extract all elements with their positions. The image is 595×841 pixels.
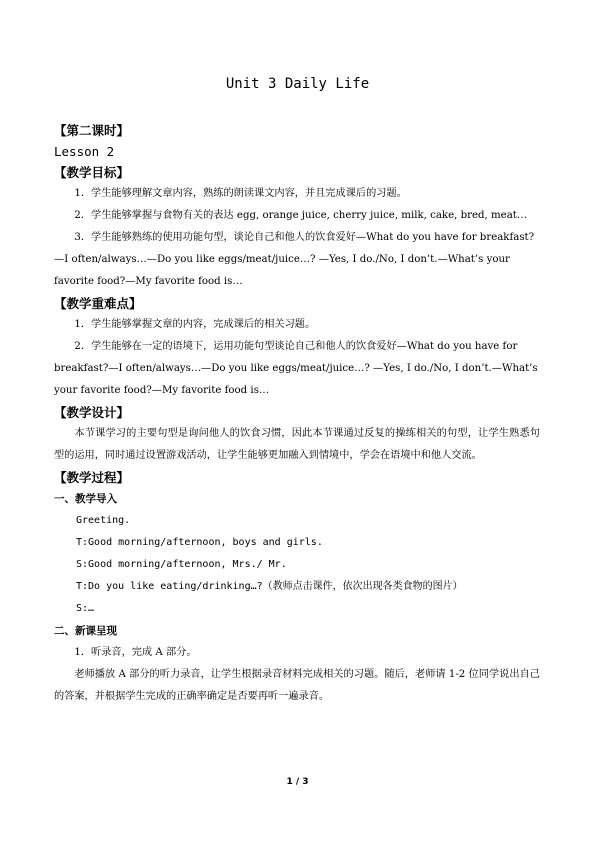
- process-heading: 【教学过程】: [54, 470, 130, 485]
- objective-item: 1．学生能够理解文章内容，熟练的朗读课文内容，并且完成课后的习题。: [74, 188, 407, 199]
- design-heading: 【教学设计】: [54, 405, 130, 420]
- objective-item: 2．学生能够掌握与食物有关的表达 egg, orange juice, cherry juice, milk, cake, bred, meat…: [74, 210, 528, 221]
- process-part1-heading: 一、教学导入: [54, 493, 117, 505]
- lesson-name: Lesson 2: [54, 144, 115, 159]
- objective-item: 3．学生能够熟练的使用功能句型，谈论自己和他人的饮食爱好—What do you have for breakfast?—I often/always…—Do you like eggs/meat/juice…? —Yes, I do./No, I don’t.—What’s your favorite food?—My favorite food is…: [54, 232, 535, 287]
- document-title: Unit 3 Daily Life: [225, 76, 370, 92]
- objectives-heading: 【教学目标】: [54, 165, 130, 180]
- lesson-section-heading: 【第二课时】: [54, 123, 130, 138]
- dialogue-line: T:Do you like eating/drinking…?（教师点击课件，依次出现各类食物的图片）: [76, 581, 463, 592]
- key-points-heading: 【教学重难点】: [54, 296, 142, 311]
- dialogue-line: T:Good morning/afternoon, boys and girls.: [76, 537, 323, 548]
- design-text: 本节课学习的主要句型是询问他人的饮食习惯，因此本节课通过反复的操练相关的句型，让学生熟悉句型的运用，同时通过设置游戏活动，让学生能够更加融入到情境中，学会在语境中和他人交流。: [54, 428, 540, 461]
- process-part2-heading: 二、新课呈现: [54, 625, 117, 637]
- dialogue-line: S:…: [76, 603, 95, 614]
- dialogue-line: Greeting.: [76, 515, 131, 526]
- key-point-item: 2．学生能够在一定的语境下，运用功能句型谈论自己和他人的饮食爱好—What do you have for breakfast?—I often/always…—Do you like eggs/meat/juice…? —Yes, I do./No, I don’t.—What’s your favorite food?—My favorite food is…: [54, 341, 538, 396]
- process-part2-text: 老师播放 A 部分的听力录音，让学生根据录音材料完成相关的习题。随后，老师请 1-2 位同学说出自己的答案，并根据学生完成的正确率确定是否要再听一遍录音。: [54, 669, 540, 702]
- key-point-item: 1．学生能够掌握文章的内容，完成课后的相关习题。: [74, 319, 316, 330]
- process-part2-item: 1．听录音，完成 A 部分。: [74, 647, 197, 658]
- page-number: 1 / 3: [286, 777, 309, 787]
- dialogue-line: S:Good morning/afternoon, Mrs./ Mr.: [76, 559, 287, 570]
- document-body: [54, 120, 540, 708]
